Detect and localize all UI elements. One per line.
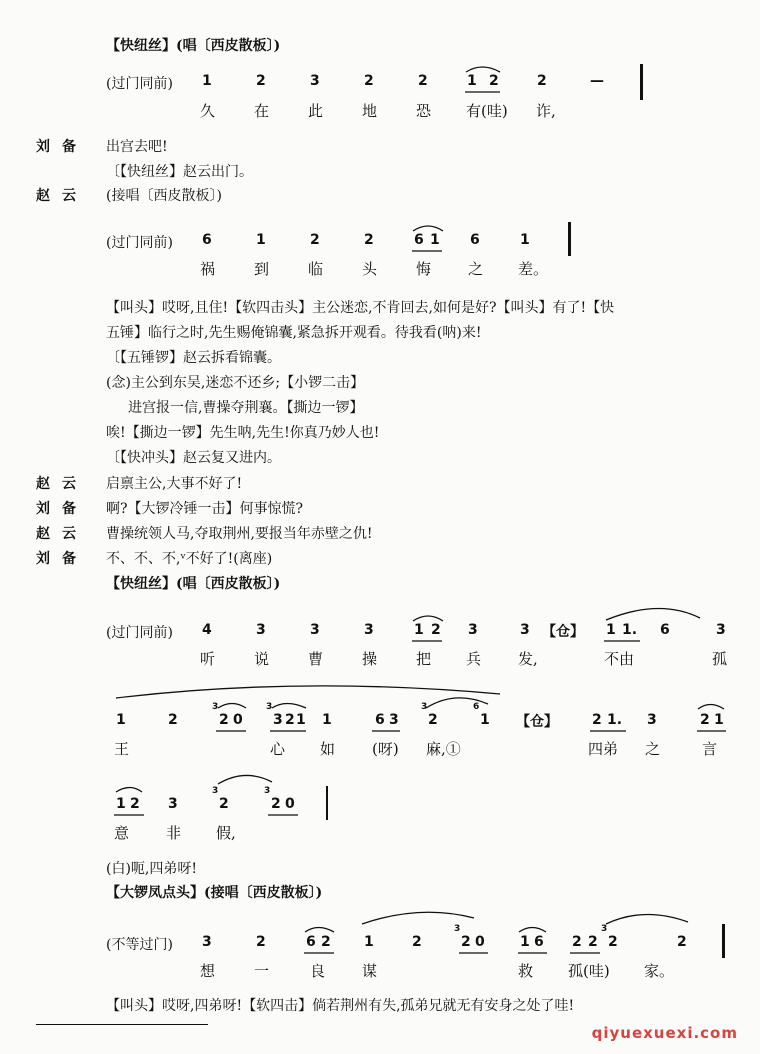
note: 1 [296,712,306,728]
note: 2 [428,712,438,728]
note: 0 [233,712,243,728]
grace-note: 3 [454,924,461,934]
lyric: 假, [216,824,236,842]
note: 2 [588,934,598,950]
lyric: 之 [468,260,484,278]
note: 6 [375,712,385,728]
lyric: 一 [254,962,270,980]
note: 2 [256,73,266,89]
note: 6 [414,232,424,248]
prelude-label: (过门同前) [106,235,173,251]
lyric: 临 [308,260,324,278]
note: 2 [608,934,618,950]
note: 2 [431,622,441,638]
note: 1 [322,712,332,728]
lyric: 说 [254,650,270,668]
watermark: qiyuexuexi.com [591,1024,738,1042]
lyric: 地 [362,102,378,120]
note: 0 [285,796,295,812]
note: 1 [520,232,530,248]
note: 3 [468,622,478,638]
note: 3 [273,712,283,728]
lyric: 家。 [644,962,675,980]
lyric: 差。 [518,260,549,278]
lyric: 兵 [466,650,482,668]
lyric: 救 [518,962,534,980]
stage-direction: 〔【快纽丝】赵云出门。 [106,164,253,180]
speaker: 赵云 [36,188,88,204]
lyric: 麻,① [426,740,461,758]
dialogue-line: (接唱〔西皮散板〕) [106,188,222,204]
note: 3 [202,934,212,950]
recitation-line: (念)主公到东吴,迷恋不还乡;【小锣二击】 [106,375,365,391]
note: 2 [489,73,499,89]
note: 1 [606,622,616,638]
note: 1 [480,712,490,728]
grace-note: 3 [212,786,219,796]
percussion-cue: 【仓】 [516,714,558,730]
speaker: 赵云 [36,476,88,492]
aria-header: 【大锣凤点头】(接唱〔西皮散板〕) [106,885,323,901]
note: 2 [700,712,710,728]
note: 1 [202,73,212,89]
lyric: 王 [114,740,130,758]
note: 2 [285,712,295,728]
percussion-cue: 【仓】 [542,624,584,640]
prelude-label: (不等过门) [106,937,173,953]
note: 6 [534,934,544,950]
note: 3 [647,712,657,728]
slur [413,616,443,621]
note-dotted: 1. [607,712,623,728]
dialogue-line: 出宫去吧! [106,139,168,155]
lyric: 孤 [712,650,728,668]
note: 2 [461,934,471,950]
lyric: 言 [702,740,718,758]
slur [413,226,443,231]
slur [362,912,474,924]
aria-header: 【快纽丝】(唱〔西皮散板〕) [106,576,281,592]
lyric: 祸 [200,260,216,278]
note: 2 [364,232,374,248]
prelude-label: (过门同前) [106,76,173,92]
note: 1 [116,712,126,728]
slur [116,686,500,698]
grace-note: 3 [421,702,428,712]
note: 2 [592,712,602,728]
note: 6 [470,232,480,248]
speaker: 刘备 [36,501,88,517]
lyric: 听 [200,650,216,668]
speaker: 赵云 [36,526,88,542]
note: 3 [364,622,374,638]
recitation-line: 进宫报一信,曹操夺荆襄。【撕边一锣】 [128,400,364,416]
note: 4 [202,622,212,638]
prose-line: 【叫头】哎呀,且住!【软四击头】主公迷恋,不肯回去,如何是好?【叫头】有了!【快 [106,300,615,316]
note-dash: — [590,73,604,89]
slur [218,775,272,784]
note: 3 [389,712,399,728]
slur [698,705,724,710]
note: 1 [430,232,440,248]
note: 1 [116,796,126,812]
lyric: 在 [254,102,270,120]
note: 2 [310,232,320,248]
lyric: 如 [320,740,336,758]
stage-direction: 〔【五锤锣】赵云拆看锦囊。 [106,350,281,366]
lyric: 不由 [604,650,635,668]
lyric: 悔 [416,260,432,278]
lyric: 久 [200,102,216,120]
note: 1 [364,934,374,950]
lyric: 谋 [362,962,378,980]
lyric: 发, [518,650,538,668]
speaker: 刘备 [36,551,88,567]
lyric: 之 [645,740,661,758]
lyric: (呀) [372,740,399,758]
lyric: 心 [270,740,286,758]
note: 1 [414,622,424,638]
lyric: 此 [308,102,324,120]
note: 2 [219,712,229,728]
note: 2 [412,934,422,950]
note: 2 [219,796,229,812]
note: 3 [256,622,266,638]
aria-header: 【快纽丝】(唱〔西皮散板〕) [106,38,281,54]
dialogue-line: 曹操统领人马,夺取荆州,要报当年赤壁之仇! [106,526,373,542]
note: 6 [306,934,316,950]
note: 6 [202,232,212,248]
grace-note: 6 [473,702,480,712]
note: 0 [475,934,485,950]
dialogue-line: 不、不、不,ᵛ不好了!(离座) [106,551,273,567]
lyric: 头 [362,260,378,278]
note: 6 [660,622,670,638]
prose-line: 五锤】临行之时,先生赐俺锦囊,紧急拆开观看。待我看(呐)来! [106,325,482,341]
lyric: 孤(哇) [568,962,610,980]
prose-line: 唉!【撕边一锣】先生呐,先生!你真乃妙人也! [106,425,380,441]
note: 2 [572,934,582,950]
slur [305,928,334,933]
lyric: 意 [114,824,130,842]
note: 2 [168,712,178,728]
note: 1 [520,934,530,950]
slur [218,704,246,709]
note: 2 [677,934,687,950]
speaker: 刘备 [36,139,88,155]
note-dotted: 1. [622,622,638,638]
lyric: 有(哇) [466,102,508,120]
note: 1 [714,712,724,728]
lyric: 诈, [536,102,556,120]
note: 3 [310,622,320,638]
slur [606,914,688,924]
slur [426,698,488,708]
note: 1 [256,232,266,248]
lyric: 把 [416,650,432,668]
grace-note: 3 [264,786,271,796]
slur [272,704,306,709]
note: 3 [520,622,530,638]
lyric: 恐 [416,102,432,120]
note: 2 [321,934,331,950]
prose-line: 【叫头】哎呀,四弟呀!【软四击】倘若荆州有失,孤弟兄就无有安身之处了哇! [106,998,575,1014]
note: 3 [716,622,726,638]
lyric: 非 [166,824,182,842]
lyric: 操 [362,650,378,668]
lyric: 想 [200,962,216,980]
note: 2 [537,73,547,89]
slur [466,67,500,72]
slur [606,608,700,620]
note: 1 [467,73,477,89]
slur [519,928,546,933]
lyric: 四弟 [588,740,619,758]
note: 2 [130,796,140,812]
dialogue-line: 启禀主公,大事不好了! [106,476,243,492]
note: 2 [271,796,281,812]
lyric: 到 [254,260,270,278]
grace-note: 3 [601,924,608,934]
dialogue-line: 啊?【大锣冷锤一击】何事惊慌? [106,501,304,517]
note: 3 [310,73,320,89]
grace-note: 3 [212,702,219,712]
note: 3 [168,796,178,812]
note: 2 [256,934,266,950]
prelude-label: (过门同前) [106,625,173,641]
note: 2 [418,73,428,89]
lyric: 良 [310,962,326,980]
note: 2 [364,73,374,89]
stage-direction: 〔【快冲头】赵云复又进内。 [106,450,281,466]
spoken-line: (白)呃,四弟呀! [106,861,197,877]
grace-note: 3 [266,702,273,712]
lyric: 曹 [308,650,324,668]
slur [116,788,142,793]
